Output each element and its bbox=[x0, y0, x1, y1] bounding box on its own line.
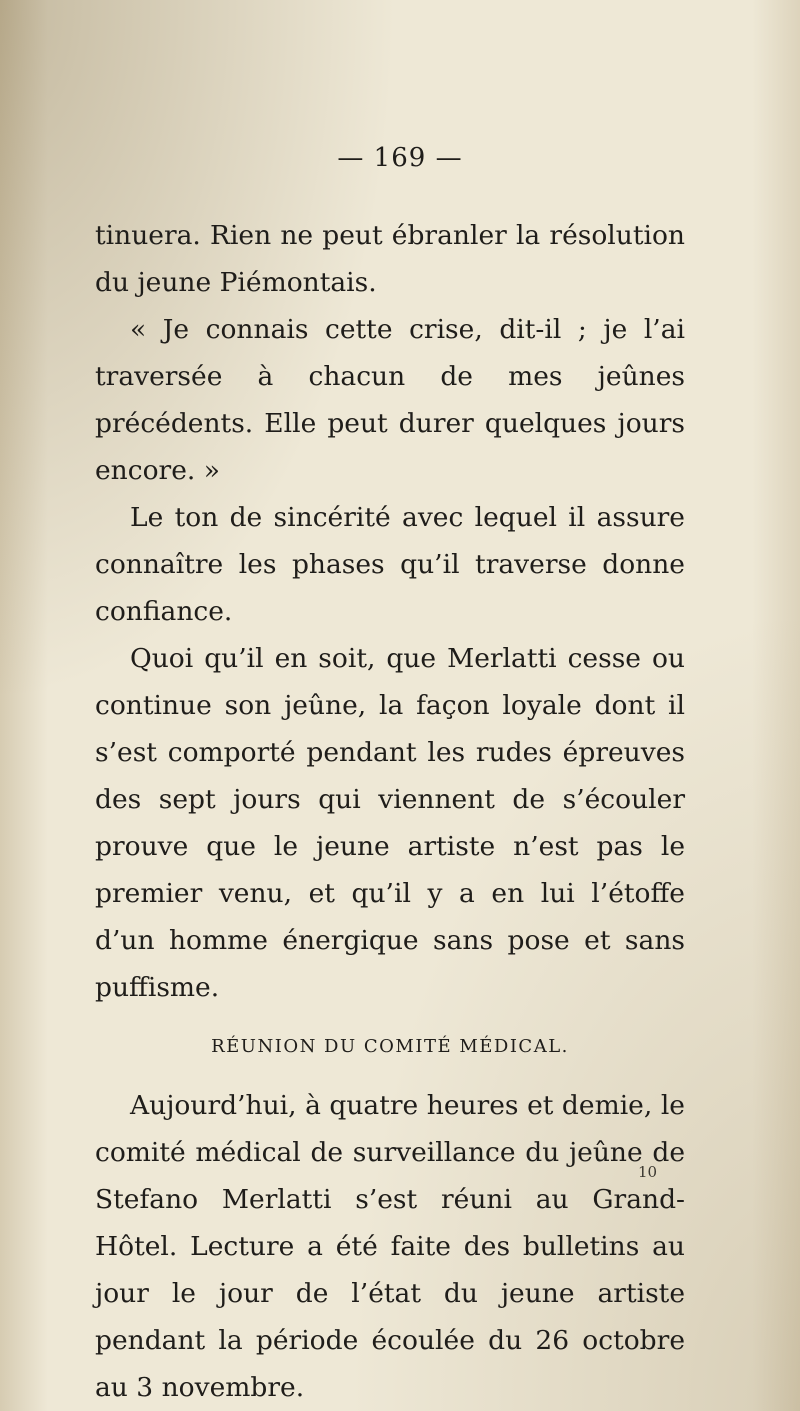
paragraph-sincerity: Le ton de sincérité avec lequel il assure connaître les phases qu’il traverse donne confiance. bbox=[95, 502, 685, 627]
page-number: — 169 — bbox=[337, 143, 463, 173]
signature-mark: 10 bbox=[638, 1163, 658, 1181]
body-text bbox=[95, 212, 685, 1411]
paragraph-quote: « Je connais cette crise, dit-il ; je l’ai traversée à chacun de mes jeûnes précédents. Elle peut durer quelques jours encore. » bbox=[95, 314, 685, 486]
paragraph-comite: Aujourd’hui, à quatre heures et demie, le comité médical de surveillance du jeûne de Stefano Merlatti s’est réuni au Grand-Hôtel. Lecture a été faite des bulletins au jour le jour de l’état du jeune artiste pendant la période écoulée du 26 octobre au 3 novembre. bbox=[95, 1090, 685, 1403]
paragraph-continuation: tinuera. Rien ne peut ébranler la résolution du jeune Piémontais. bbox=[95, 220, 685, 298]
paragraph-merlatti: Quoi qu’il en soit, que Merlatti cesse ou continue son jeûne, la façon loyale dont il s’est comporté pendant les rudes épreuves des sept jours qui viennent de s’écouler prouve que le jeune artiste n’est pas le premier venu, et qu’il y a en lui l’étoffe d’un homme énergique sans pose et sans puffisme. bbox=[95, 643, 685, 1003]
section-heading: RÉUNION DU COMITÉ MÉDICAL. bbox=[211, 1036, 569, 1057]
